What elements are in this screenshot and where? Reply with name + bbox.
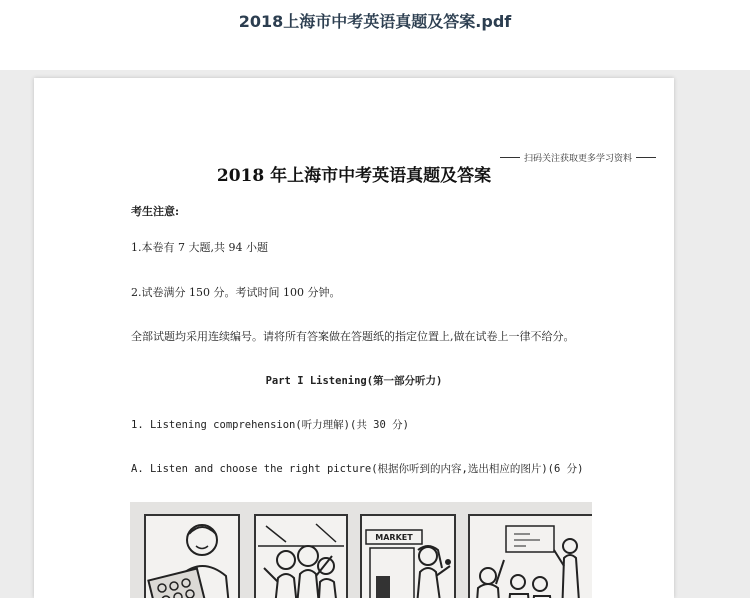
picture-3 xyxy=(360,514,456,598)
qr-note-text: 扫码关注获取更多学习资料 xyxy=(523,154,632,164)
part-heading: Part I Listening(第一部分听力) xyxy=(265,375,443,387)
picture-4 xyxy=(468,514,592,598)
notice-line-3: 全部试题均采用连续编号。请将所有答案做在答题纸的指定位置上,做在试卷上一律不给分。 xyxy=(131,330,575,343)
file-title: 2018上海市中考英语真题及答案.pdf xyxy=(238,12,512,31)
section-1-heading: 1. Listening comprehension(听力理解)(共 30 分) xyxy=(131,419,409,431)
market-scene-illustration xyxy=(362,516,454,598)
person-with-tray-illustration xyxy=(146,516,238,598)
document-page xyxy=(34,78,674,598)
notice-heading: 考生注意: xyxy=(131,205,180,218)
picture-2 xyxy=(254,514,348,598)
market-sign-text: MARKET xyxy=(375,533,413,542)
document-title: 2018 年上海市中考英语真题及答案 xyxy=(216,166,492,186)
section-a-heading: A. Listen and choose the right picture(根据你听到的内容,选出相应的图片)(6 分) xyxy=(131,463,584,475)
dash-left xyxy=(500,157,520,158)
notice-line-2: 2.试卷满分 150 分。考试时间 100 分钟。 xyxy=(131,286,341,299)
picture-1 xyxy=(144,514,240,598)
dash-right xyxy=(636,157,656,158)
classroom-illustration xyxy=(470,516,592,598)
notice-line-1: 1.本卷有 7 大题,共 94 小题 xyxy=(131,241,268,254)
viewer-header xyxy=(0,0,750,70)
listening-pictures xyxy=(130,502,592,598)
children-group-illustration xyxy=(256,516,346,598)
